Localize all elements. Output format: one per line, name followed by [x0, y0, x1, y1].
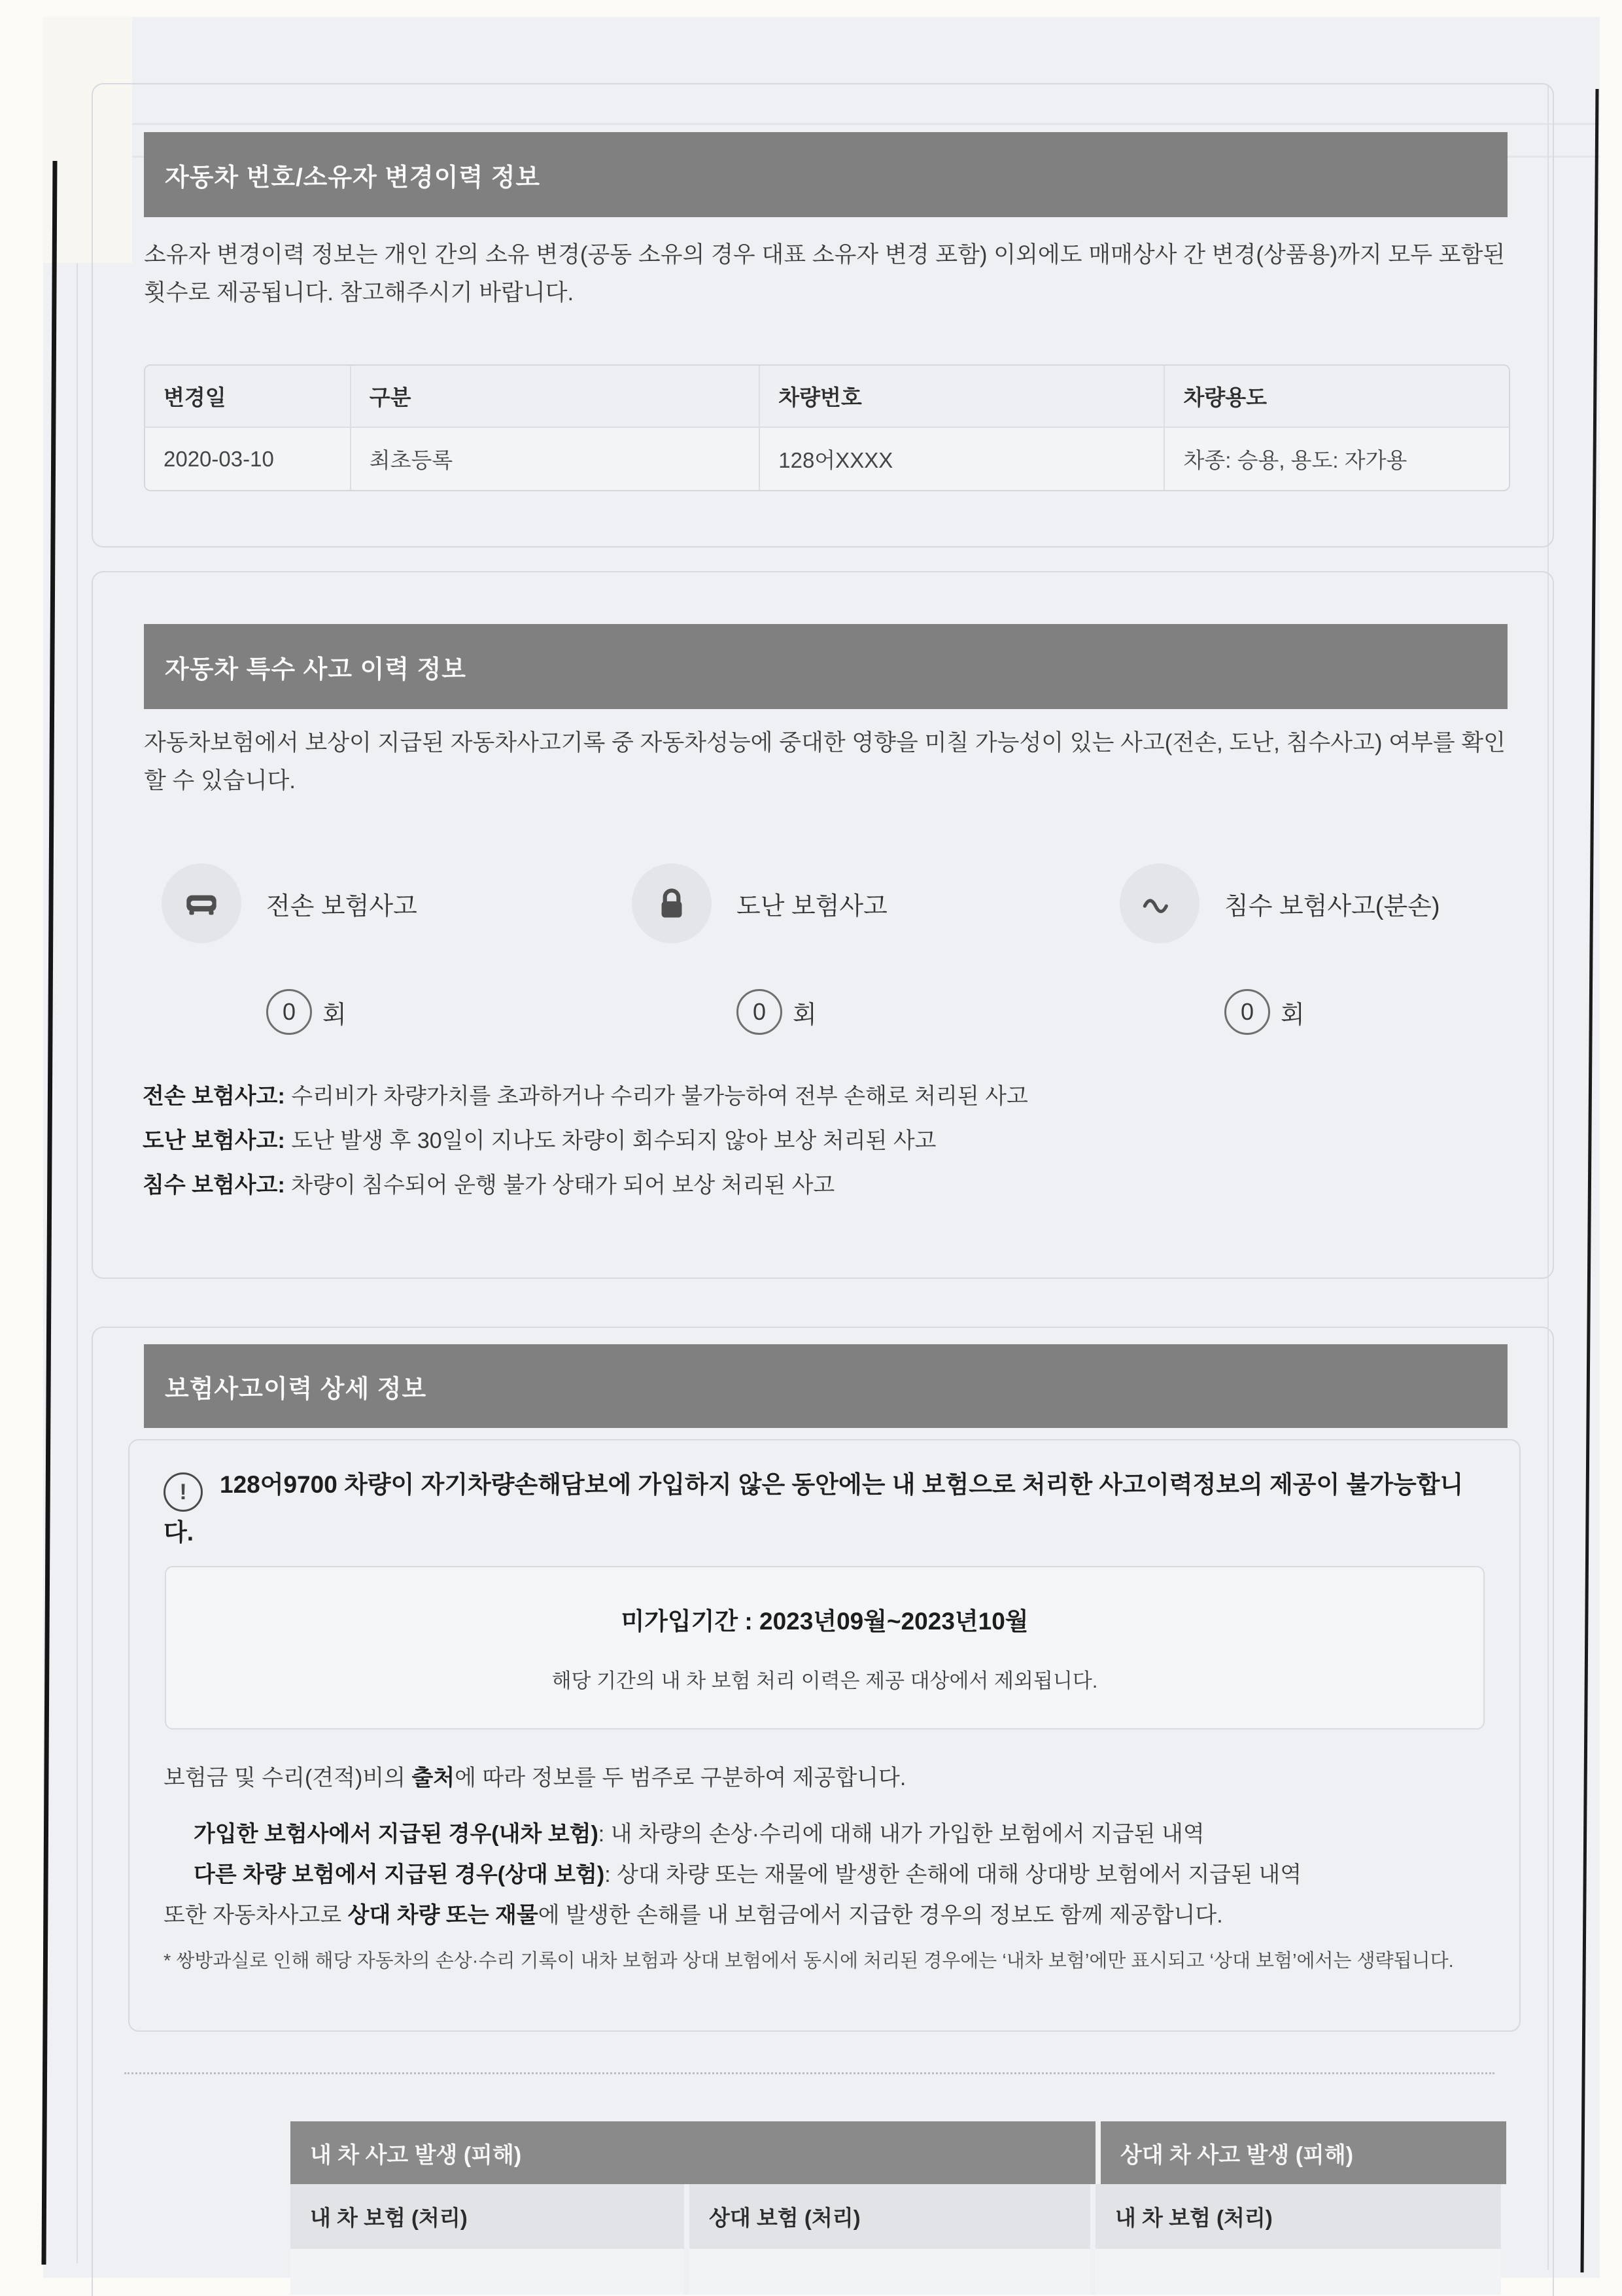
uninsured-period-box — [165, 1566, 1485, 1730]
col-header-category: 구분 — [350, 366, 759, 426]
count-badge: 0 — [736, 989, 782, 1035]
definition-theft: 도난 보험사고: 도난 발생 후 30일이 지나도 차량이 회수되지 않아 보상 처리된 사고 — [143, 1128, 937, 1153]
stat-theft — [632, 863, 1050, 1035]
rule-other-insurance: 다른 차량 보험에서 지급된 경우(상대 보험): 상대 차량 또는 재물에 발생한 손해에 대해 상대방 보험에서 지급된 내역 — [194, 1862, 1302, 1887]
stat-count — [736, 989, 1050, 1035]
uninsured-period-title: 미가입기간 : 2023년09월~2023년10월 — [621, 1608, 1029, 1635]
owner-change-table — [144, 364, 1510, 491]
stat-flood — [1120, 863, 1538, 1035]
incident-table-body — [290, 2249, 1506, 2295]
stat-label: 전손 보험사고 — [266, 892, 417, 920]
section1-description: 소유자 변경이력 정보는 개인 간의 소유 변경(공동 소유의 경우 대표 소유자 변경 포함) 이외에도 매매상사 간 변경(상품용)까지 모두 포함된 횟수로 제공됩니다. 참고해주시기 바랍니다. — [144, 242, 1506, 305]
cell-vehicle-use: 차종: 승용, 용도: 자가용 — [1164, 428, 1509, 490]
stat-label: 도난 보험사고 — [736, 892, 888, 920]
section-title-bar — [144, 624, 1508, 709]
uninsured-period-note: 해당 기간의 내 차 보험 처리 이력은 제공 대상에서 제외됩니다. — [551, 1669, 1098, 1692]
section-title-bar — [144, 1344, 1508, 1428]
body-cell — [689, 2249, 1090, 2295]
page-border-line-left — [77, 17, 78, 2263]
count-unit: 회 — [1281, 1001, 1305, 1029]
section-title-bar — [144, 132, 1508, 217]
cell-category: 최초등록 — [350, 428, 759, 490]
count-unit: 회 — [322, 1001, 347, 1029]
subheader-my-insurance: 내 차 보험 (처리) — [290, 2184, 684, 2249]
body-gap — [684, 2249, 689, 2295]
subheader-gap — [1090, 2184, 1096, 2249]
both-fault-footnote: * 쌍방과실로 인해 해당 자동차의 손상·수리 기록이 내차 보험과 상대 보험에서 동시에 처리된 경우에는 ‘내차 보험’에만 표시되고 ‘상대 보험’에서는 생략됩니다. — [164, 1951, 1454, 1972]
incident-table-subheader — [290, 2184, 1506, 2249]
rule-extra: 또한 자동차사고로 상대 차량 또는 재물에 발생한 손해를 내 보험금에서 지급한 경우의 정보도 함께 제공합니다. — [164, 1903, 1223, 1928]
body-cell — [290, 2249, 684, 2295]
stat-count — [266, 989, 580, 1035]
coverage-notice: ! 128어9700 차량이 자기차량손해담보에 가입하지 않은 동안에는 내 보험으로 처리한 사고이력정보의 제공이 불가능합니다. — [164, 1471, 1464, 1546]
body-gap — [1090, 2249, 1096, 2295]
cell-change-date: 2020-03-10 — [164, 446, 274, 471]
table-header-row — [145, 366, 1509, 428]
card-owner-change-history — [92, 83, 1554, 548]
count-badge: 0 — [1224, 989, 1270, 1035]
stat-label: 침수 보험사고(분손) — [1224, 892, 1440, 920]
cell-plate-number: 128어XXXX — [759, 428, 1164, 490]
col-header-change-date: 변경일 — [164, 385, 226, 409]
definition-flood: 침수 보험사고: 차량이 침수되어 운행 불가 상태가 되어 보상 처리된 사고 — [143, 1173, 835, 1198]
header-gap — [1096, 2121, 1101, 2184]
wave-icon — [1120, 863, 1199, 943]
source-intro: 보험금 및 수리(견적)비의 출처에 따라 정보를 두 범주로 구분하여 제공합니다. — [164, 1765, 906, 1790]
lock-icon — [632, 863, 712, 943]
section2-description: 자동차보험에서 보상이 지급된 자동차사고기록 중 자동차성능에 중대한 영향을 미칠 가능성이 있는 사고(전손, 도난, 침수사고) 여부를 확인할 수 있습니다. — [144, 730, 1506, 793]
subheader-gap — [684, 2184, 689, 2249]
count-unit: 회 — [793, 1001, 817, 1029]
car-icon — [162, 863, 241, 943]
stat-count — [1224, 989, 1538, 1035]
stat-total-loss — [162, 863, 580, 1035]
section2-title: 자동차 특수 사고 이력 정보 — [165, 655, 467, 684]
col-header-plate-number: 차량번호 — [759, 366, 1164, 426]
header-my-car-accident: 내 차 사고 발생 (피해) — [290, 2121, 1096, 2184]
body-cell — [1096, 2249, 1501, 2295]
subheader-other-insurance: 상대 보험 (처리) — [689, 2184, 1090, 2249]
definition-total-loss: 전손 보험사고: 수리비가 차량가치를 초과하거나 수리가 불가능하여 전부 손해로 처리된 사고 — [143, 1084, 1028, 1109]
coverage-notice-box — [128, 1439, 1521, 2032]
dotted-divider — [124, 2072, 1494, 2074]
col-header-vehicle-use: 차량용도 — [1164, 366, 1509, 426]
exclamation-icon: ! — [164, 1472, 203, 1512]
incident-table-header — [290, 2121, 1506, 2184]
subheader-my-insurance-2: 내 차 보험 (처리) — [1096, 2184, 1501, 2249]
section1-title: 자동차 번호/소유자 변경이력 정보 — [165, 164, 541, 192]
section3-title: 보험사고이력 상세 정보 — [165, 1375, 427, 1403]
header-other-car-accident: 상대 차 사고 발생 (피해) — [1101, 2121, 1506, 2184]
rule-own-insurance: 가입한 보험사에서 지급된 경우(내차 보험): 내 차량의 손상·수리에 대해 내가 가입한 보험에서 지급된 내역 — [194, 1822, 1205, 1847]
table-row — [145, 428, 1509, 490]
accident-definitions — [143, 1074, 1506, 1208]
count-badge: 0 — [266, 989, 312, 1035]
